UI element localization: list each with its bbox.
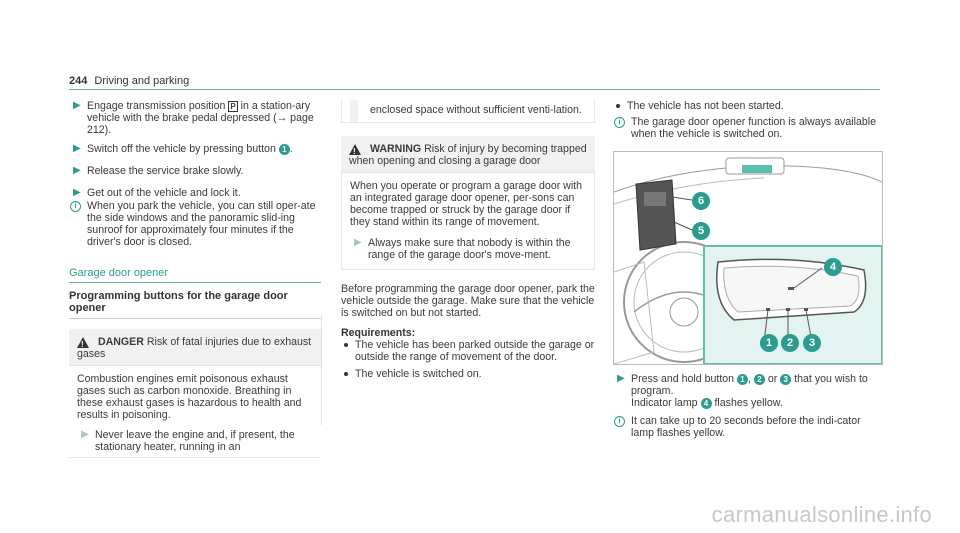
info-note: i The garage door opener function is always available when the vehicle is switched on. — [613, 116, 881, 140]
section-title: Driving and parking — [94, 75, 190, 87]
heading-divider — [69, 318, 321, 319]
requirement-item: The vehicle has not been started. — [613, 100, 881, 112]
column-3 — [613, 100, 881, 439]
step-arrow-icon: ▶ — [73, 100, 81, 111]
watermark: carmanualsonline.info — [711, 502, 932, 527]
requirement-item: The vehicle has been parked outside the garage or outside the range of movement of the door. — [341, 339, 595, 363]
callout-4-icon: 4 — [701, 398, 712, 409]
callout-1-icon: 1 — [760, 334, 778, 352]
danger-action: ▶ Never leave the engine and, if present, the stationary heater, running in an — [81, 429, 295, 453]
step-arrow-icon: ▶ — [73, 165, 81, 176]
step-1: ▶ Engage transmission position P in a station-ary vehicle with the brake pedal depressed (→ page 212). — [73, 100, 314, 136]
info-note: i It can take up to 20 seconds before the indi-cator lamp flashes yellow. — [613, 415, 881, 439]
bullet-icon — [344, 343, 348, 347]
callout-3-icon: 3 — [803, 334, 821, 352]
callout-4-icon: 4 — [824, 258, 842, 276]
page-ref-link[interactable]: (→ page 212). — [87, 112, 314, 136]
garage-door-opener-illustration — [613, 151, 883, 365]
step-arrow-icon: ▶ — [73, 187, 81, 198]
warning-header: ! WARNING Risk of injury by becoming trapped when opening and closing a garage door — [349, 143, 587, 167]
step-4: ▶ Get out of the vehicle and lock it. — [73, 187, 241, 199]
warning-body: When you operate or program a garage door with an integrated garage door opener, per-sons can become trapped or struck by the garage door if they stand within its range of movement. ▶ Always make sure that nobody is within the range of the garage door's move-ment. — [341, 172, 595, 270]
step-arrow-icon: ▶ — [81, 429, 89, 440]
subsection-divider — [69, 282, 321, 283]
subsection-title: Garage door opener — [69, 267, 169, 279]
danger-box — [69, 329, 321, 458]
step-3: ▶ Release the service brake slowly. — [73, 165, 244, 177]
callout-1-icon: 1 — [279, 144, 290, 155]
header-divider — [69, 89, 880, 90]
warning-triangle-icon: ! — [77, 337, 89, 348]
column-1 — [69, 100, 321, 458]
danger-continued: enclosed space without sufficient venti-lation. — [341, 100, 595, 123]
park-symbol-icon: P — [230, 102, 236, 111]
step-arrow-icon: ▶ — [73, 143, 81, 154]
section-heading: Programming buttons for the garage door opener — [69, 290, 288, 314]
callout-6-icon: 6 — [692, 192, 710, 210]
column-2 — [341, 100, 595, 380]
info-icon: i — [614, 416, 625, 427]
callout-5-icon: 5 — [692, 222, 710, 240]
requirements-label: Requirements: — [341, 327, 416, 339]
warning-action: ▶ Always make sure that nobody is within the range of the garage door's move-ment. — [354, 237, 571, 261]
column-divider — [321, 315, 322, 425]
step-arrow-icon: ▶ — [354, 237, 362, 248]
page-header — [69, 75, 189, 87]
info-icon: i — [614, 117, 625, 128]
requirement-item: The vehicle is switched on. — [341, 368, 595, 380]
info-note: i When you park the vehicle, you can still oper-ate the side windows and the panoramic slid-ing sunroof for approximately four minutes if the driver's door is closed. — [69, 200, 321, 248]
page-number: 244 — [69, 75, 88, 87]
callout-1-icon: 1 — [737, 374, 748, 385]
interior-drawing — [614, 152, 882, 364]
intro-paragraph: Before programming the garage door opener, park the vehicle outside the garage. Make sure that the vehicle is switched on but not started. — [341, 283, 595, 319]
step-arrow-icon: ▶ — [617, 373, 625, 384]
step-2: ▶ Switch off the vehicle by pressing button 1 . — [73, 143, 293, 155]
warning-box — [341, 136, 595, 270]
bullet-icon — [616, 104, 620, 108]
danger-header: ! DANGER Risk of fatal injuries due to exhaust gases — [77, 336, 312, 360]
callout-2-icon: 2 — [754, 374, 765, 385]
info-icon: i — [70, 201, 81, 212]
callout-3-icon: 3 — [780, 374, 791, 385]
warning-triangle-icon: ! — [349, 144, 361, 155]
program-step: ▶ Press and hold button 1 , 2 or 3 that you wish to program. Indicator lamp 4 flashes yellow. — [617, 373, 868, 409]
callout-2-icon: 2 — [781, 334, 799, 352]
bullet-icon — [344, 372, 348, 376]
danger-body: Combustion engines emit poisonous exhaust gases such as carbon monoxide. Breathing in these exhaust gases is hazardous to health and results in poisoning. ▶ Never leave the engine and, if present, the stationary heater, running in an — [69, 365, 321, 458]
